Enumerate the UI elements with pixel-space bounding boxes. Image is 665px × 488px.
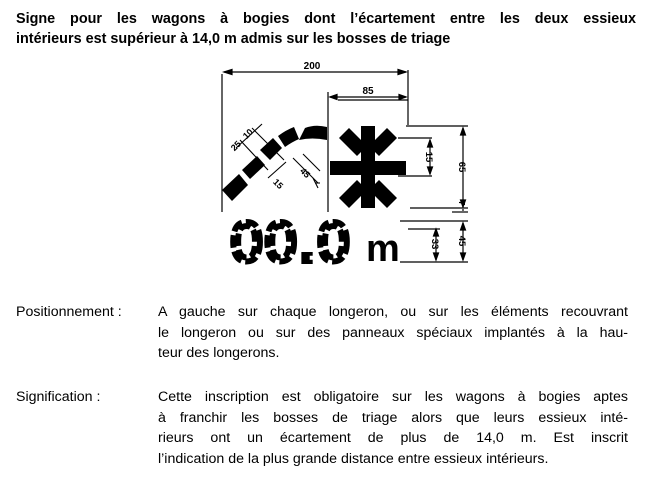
dimension-label-7: 7 xyxy=(457,200,467,206)
title-line-1: Signe pour les wagons à bogies dont l’écartement entre les deux essieux xyxy=(16,11,636,27)
dimension-label-10: 10 xyxy=(240,126,255,141)
signification-line-4: l’indication de la plus grande distance entre essieux intérieurs. xyxy=(158,450,549,467)
title-line-2: intérieurs est supérieur à 14,0 m admis sur les bosses de triage xyxy=(16,31,451,47)
inscription-value: 00.0 xyxy=(231,210,352,273)
signification-line-2: à franchir les bosses de triage alors que leurs essieux inté- xyxy=(158,409,628,426)
signification-line-3: rieurs ont un écartement de plus de 14,0 m. Est inscrit xyxy=(158,430,628,446)
signification-text xyxy=(158,387,628,469)
arc-segments xyxy=(222,126,327,209)
dimension-label-45-right: 45 xyxy=(456,235,467,247)
dimension-label-25: 25 xyxy=(228,138,243,153)
positionnement-line-3: teur des longerons. xyxy=(158,345,280,361)
positionnement-label: Positionnement : xyxy=(16,304,122,320)
cross-symbol xyxy=(330,126,406,208)
dimension-label-65: 65 xyxy=(456,161,467,173)
dimension-label-200: 200 xyxy=(303,61,321,72)
signification-label: Signification : xyxy=(16,389,101,405)
dimension-label-45-arc: 45 xyxy=(298,165,313,180)
dimension-label-33: 33 xyxy=(429,238,440,250)
inscription-unit: m xyxy=(366,228,400,270)
dimension-label-15-arc: 15 xyxy=(271,176,286,191)
dimension-label-85: 85 xyxy=(362,86,374,97)
positionnement-text xyxy=(158,302,628,364)
positionnement-line-1: A gauche sur chaque longeron, ou sur les éléments recouvrant xyxy=(158,304,628,320)
positionnement-line-2: le longeron ou sur des panneaux spéciaux implantés à la hau- xyxy=(158,324,628,341)
dimension-label-15-cross: 15 xyxy=(423,151,434,163)
signification-line-1: Cette inscription est obligatoire sur les wagons à bogies aptes xyxy=(158,389,628,405)
